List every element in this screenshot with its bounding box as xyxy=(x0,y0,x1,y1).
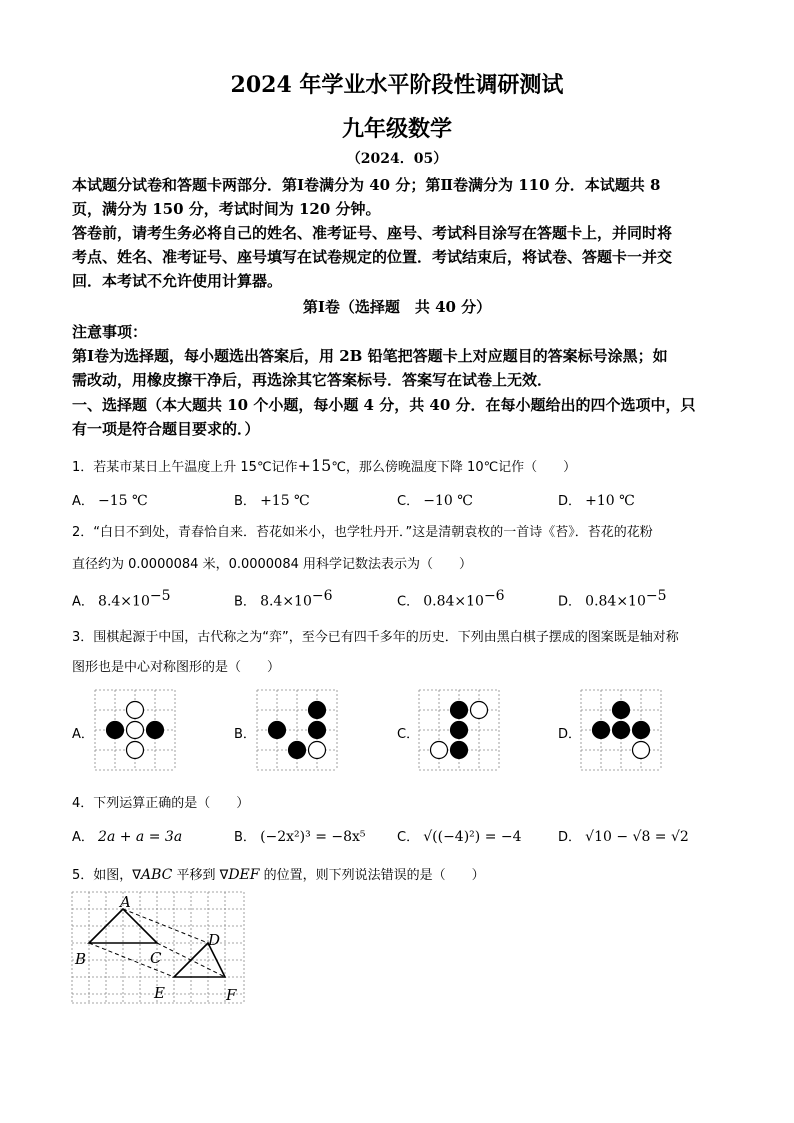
notice-line: 需改动，用橡皮擦干净后，再选涂其它答案标号．答案写在试卷上无效． xyxy=(72,371,553,389)
white-stone xyxy=(127,722,144,739)
white-stone xyxy=(431,742,448,759)
q2-option-b[interactable]: B． $8.4\times 10^{-6}$ xyxy=(234,588,333,610)
black-stone xyxy=(107,722,124,739)
translation-figure xyxy=(70,889,248,1009)
question-1-stem: 1．若某市某日上午温度上升 15℃记作+15℃，那么傍晚温度下降 10℃记作（ ） xyxy=(72,456,577,475)
intro-line: 本试题分试卷和答题卡两部分．第Ⅰ卷满分为 40 分；第Ⅱ卷满分为 110 分．本试题共 8 xyxy=(72,176,661,194)
go-board-d[interactable] xyxy=(580,689,662,771)
q1-option-a[interactable]: A． −15 ℃ xyxy=(72,493,148,509)
exam-subject: 九年级数学 xyxy=(341,116,452,142)
black-stone xyxy=(613,702,630,719)
question-3-stem: 图形也是中心对称图形的是（ ） xyxy=(72,660,281,675)
part-title-line: 有一项是符合题目要求的．） xyxy=(72,420,260,438)
black-stone xyxy=(309,722,326,739)
intro-line: 答卷前，请考生务必将自己的姓名、准考证号、座号、考试科目涂写在答题卡上，并同时将 xyxy=(72,224,673,242)
go-board-a[interactable] xyxy=(94,689,176,771)
vertex-label-a: A xyxy=(120,893,131,911)
vertex-label-e: E xyxy=(154,984,165,1002)
q1-option-d[interactable]: D． +10 ℃ xyxy=(558,493,635,509)
question-4-stem: 4．下列运算正确的是（ ） xyxy=(72,796,250,811)
q2-option-d[interactable]: D． $0.84\times 10^{-5}$ xyxy=(558,588,667,610)
black-stone xyxy=(269,722,286,739)
black-stone xyxy=(451,722,468,739)
q4-option-a[interactable]: A． 2a + a = 3a xyxy=(72,829,183,845)
black-stone xyxy=(633,722,650,739)
black-stone xyxy=(451,702,468,719)
black-stone xyxy=(309,702,326,719)
q3-option-c-label[interactable]: C． xyxy=(397,727,420,742)
black-stone xyxy=(613,722,630,739)
vertex-label-c: C xyxy=(150,949,162,967)
q4-option-c[interactable]: C． √((−4)²) = −4 xyxy=(397,829,522,845)
white-stone xyxy=(127,742,144,759)
q3-option-d-label[interactable]: D． xyxy=(558,727,582,742)
go-board-b[interactable] xyxy=(256,689,338,771)
white-stone xyxy=(633,742,650,759)
black-stone xyxy=(451,742,468,759)
exam-title: 2024 年学业水平阶段性调研测试 xyxy=(230,72,564,98)
white-stone xyxy=(309,742,326,759)
section-title: 第Ⅰ卷（选择题 共 40 分） xyxy=(302,298,492,316)
intro-line: 回．本考试不允许使用计算器。 xyxy=(72,272,283,290)
q1-option-c[interactable]: C． −10 ℃ xyxy=(397,493,473,509)
notice-line: 第Ⅰ卷为选择题，每小题选出答案后，用 2B 铅笔把答题卡上对应题目的答案标号涂黑；如 xyxy=(72,347,668,365)
intro-line: 页，满分为 150 分，考试时间为 120 分钟。 xyxy=(72,200,381,218)
q3-option-a-label[interactable]: A． xyxy=(72,727,94,742)
q4-option-d[interactable]: D． √10 − √8 = √2 xyxy=(558,829,689,845)
black-stone xyxy=(147,722,164,739)
notice-label: 注意事项： xyxy=(72,323,148,341)
question-2-stem: 2．“白日不到处，青春恰自来．苔花如米小，也学牡丹开．”这是清朝袁枚的一首诗《苔》．苔花的花粉 xyxy=(72,525,653,540)
intro-line: 考点、姓名、准考证号、座号填写在试卷规定的位置．考试结束后，将试卷、答题卡一并交 xyxy=(72,248,673,266)
question-2-stem: 直径约为 0.0000084 米，0.0000084 用科学记数法表示为（ ） xyxy=(72,557,472,572)
q2-option-c[interactable]: C． $0.84\times 10^{-6}$ xyxy=(397,588,505,610)
q1-option-b[interactable]: B． +15 ℃ xyxy=(234,493,310,509)
vertex-label-f: F xyxy=(226,986,237,1004)
white-stone xyxy=(127,702,144,719)
question-5-stem: 5．如图，∇ABC 平移到 ∇DEF 的位置，则下列说法错误的是（ ） xyxy=(72,867,485,883)
vertex-label-b: B xyxy=(75,950,87,968)
q4-option-b[interactable]: B． (−2x²)³ = −8x⁵ xyxy=(234,829,366,845)
q2-option-a[interactable]: A． $8.4\times 10^{-5}$ xyxy=(72,588,171,610)
go-board-c[interactable] xyxy=(418,689,500,771)
black-stone xyxy=(289,742,306,759)
question-3-stem: 3．围棋起源于中国，古代称之为“弈”，至今已有四千多年的历史．下列由黑白棋子摆成的图案既是轴对称 xyxy=(72,630,679,645)
black-stone xyxy=(593,722,610,739)
q3-option-b-label[interactable]: B． xyxy=(234,727,256,742)
white-stone xyxy=(471,702,488,719)
vertex-label-d: D xyxy=(208,931,221,949)
exam-date: （2024．05） xyxy=(346,151,448,167)
part-title-line: 一、选择题（本大题共 10 个小题，每小题 4 分，共 40 分．在每小题给出的四个选项中，只 xyxy=(72,396,696,414)
